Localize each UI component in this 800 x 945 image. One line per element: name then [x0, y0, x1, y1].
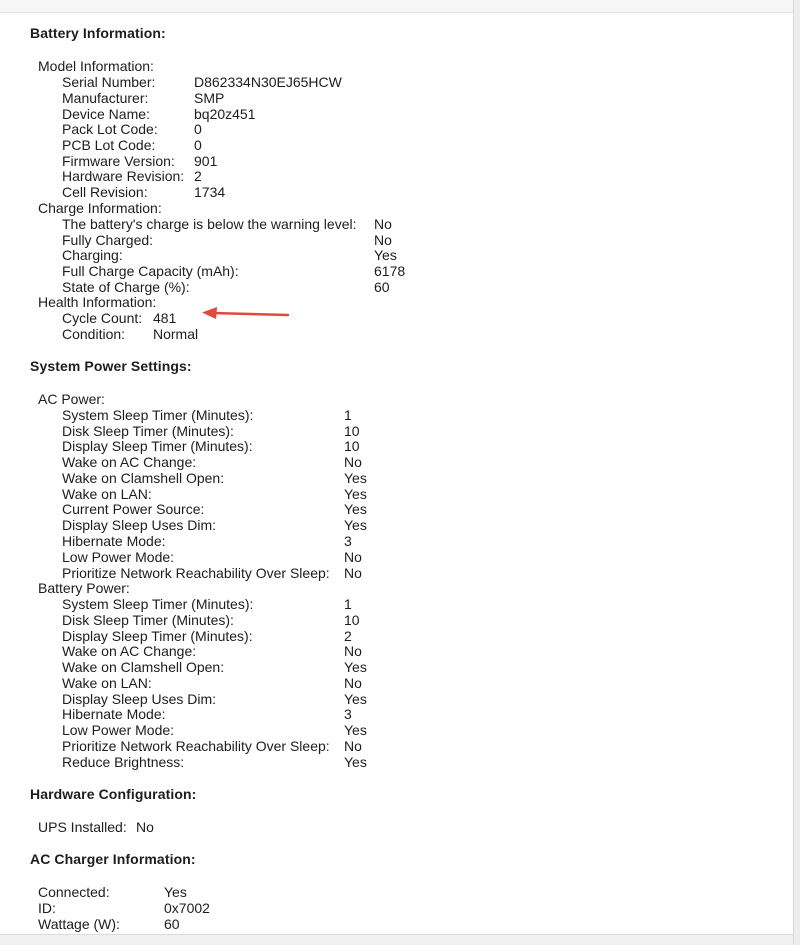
- row-label: Wake on Clamshell Open:: [62, 470, 225, 486]
- row-label: Wake on AC Change:: [62, 643, 197, 659]
- row-label: Hardware Revision:: [62, 168, 185, 184]
- row-label: Prioritize Network Reachability Over Sleep:: [62, 738, 330, 754]
- row-label: Hibernate Mode:: [62, 706, 166, 722]
- row-value: 0x7002: [164, 900, 210, 916]
- row-value: 60: [374, 279, 390, 295]
- row-label: Full Charge Capacity (mAh):: [62, 263, 239, 279]
- row-value: 60: [164, 916, 180, 932]
- row-value: 3: [344, 533, 352, 549]
- section-hardware-title: Hardware Configuration:: [30, 786, 197, 802]
- row-label: Display Sleep Uses Dim:: [62, 691, 217, 707]
- row-label: Low Power Mode:: [62, 722, 175, 738]
- model-info-heading: Model Information:: [38, 58, 154, 74]
- row-value: 10: [344, 612, 360, 628]
- row-value: No: [344, 643, 362, 659]
- row-value: 0: [194, 121, 202, 137]
- row-value: 10: [344, 423, 360, 439]
- row-label: Prioritize Network Reachability Over Sleep:: [62, 565, 330, 581]
- row-value: Yes: [344, 486, 367, 502]
- ac-power-heading: AC Power:: [38, 391, 105, 407]
- row-value: Yes: [344, 501, 367, 517]
- row-value: Yes: [344, 691, 367, 707]
- condition-value: Normal: [153, 326, 199, 342]
- row-value: 10: [344, 438, 360, 454]
- row-label: State of Charge (%):: [62, 279, 190, 295]
- section-battery-title: Battery Information:: [30, 25, 166, 41]
- row-label: Disk Sleep Timer (Minutes):: [62, 612, 234, 628]
- row-value: 1734: [194, 184, 226, 200]
- row-value: 0: [194, 137, 202, 153]
- row-label: Hibernate Mode:: [62, 533, 166, 549]
- row-label: Firmware Version:: [62, 153, 175, 169]
- row-value: 1: [344, 407, 352, 423]
- row-label: Manufacturer:: [62, 90, 149, 106]
- row-label: Pack Lot Code:: [62, 121, 158, 137]
- row-label: Wake on Clamshell Open:: [62, 659, 225, 675]
- row-label: Display Sleep Timer (Minutes):: [62, 438, 253, 454]
- row-label: Serial Number:: [62, 74, 156, 90]
- row-label: Current Power Source:: [62, 501, 205, 517]
- row-label: Low Power Mode:: [62, 549, 175, 565]
- row-label: Cell Revision:: [62, 184, 148, 200]
- row-value: Yes: [164, 884, 187, 900]
- row-label: Display Sleep Uses Dim:: [62, 517, 217, 533]
- cycle-count-value: 481: [153, 310, 177, 326]
- charge-info-heading: Charge Information:: [38, 200, 162, 216]
- row-value: No: [344, 738, 362, 754]
- row-value: No: [344, 549, 362, 565]
- row-value: SMP: [194, 90, 225, 106]
- bottom-scroll-edge: [0, 934, 793, 945]
- row-label: Wake on AC Change:: [62, 454, 197, 470]
- row-value: 1: [344, 596, 352, 612]
- row-value: D862334N30EJ65HCW: [194, 74, 342, 90]
- row-label: Disk Sleep Timer (Minutes):: [62, 423, 234, 439]
- row-label: Reduce Brightness:: [62, 754, 185, 770]
- condition-label: Condition:: [62, 326, 126, 342]
- row-value: 2: [344, 628, 352, 644]
- row-value: Yes: [344, 722, 367, 738]
- row-value: No: [344, 454, 362, 470]
- row-label: Wake on LAN:: [62, 675, 152, 691]
- row-label: Display Sleep Timer (Minutes):: [62, 628, 253, 644]
- row-value: Yes: [344, 754, 367, 770]
- row-value: No: [344, 675, 362, 691]
- row-value: No: [344, 565, 362, 581]
- ups-installed-value: No: [136, 819, 154, 835]
- row-value: No: [374, 216, 392, 232]
- row-label: PCB Lot Code:: [62, 137, 156, 153]
- cycle-count-label: Cycle Count:: [62, 310, 143, 326]
- row-value: 6178: [374, 263, 406, 279]
- row-label: Connected:: [38, 884, 110, 900]
- row-label: System Sleep Timer (Minutes):: [62, 596, 254, 612]
- row-value: Yes: [344, 659, 367, 675]
- row-label: System Sleep Timer (Minutes):: [62, 407, 254, 423]
- row-value: bq20z451: [194, 106, 256, 122]
- row-label: The battery's charge is below the warning level:: [62, 216, 357, 232]
- row-value: 3: [344, 706, 352, 722]
- section-system-power-title: System Power Settings:: [30, 358, 192, 374]
- row-label: Device Name:: [62, 106, 150, 122]
- row-value: Yes: [374, 247, 397, 263]
- row-value: No: [374, 232, 392, 248]
- health-info-heading: Health Information:: [38, 294, 157, 310]
- battery-power-heading: Battery Power:: [38, 580, 130, 596]
- row-value: Yes: [344, 470, 367, 486]
- row-value: 901: [194, 153, 218, 169]
- row-label: Wattage (W):: [38, 916, 120, 932]
- section-ac-charger-title: AC Charger Information:: [30, 851, 196, 867]
- row-label: Fully Charged:: [62, 232, 154, 248]
- row-value: 2: [194, 168, 202, 184]
- annotation-arrow-icon: [200, 305, 292, 325]
- row-value: Yes: [344, 517, 367, 533]
- row-label: Wake on LAN:: [62, 486, 152, 502]
- row-label: Charging:: [62, 247, 123, 263]
- row-label: ID:: [38, 900, 56, 916]
- ups-installed-label: UPS Installed:: [38, 819, 127, 835]
